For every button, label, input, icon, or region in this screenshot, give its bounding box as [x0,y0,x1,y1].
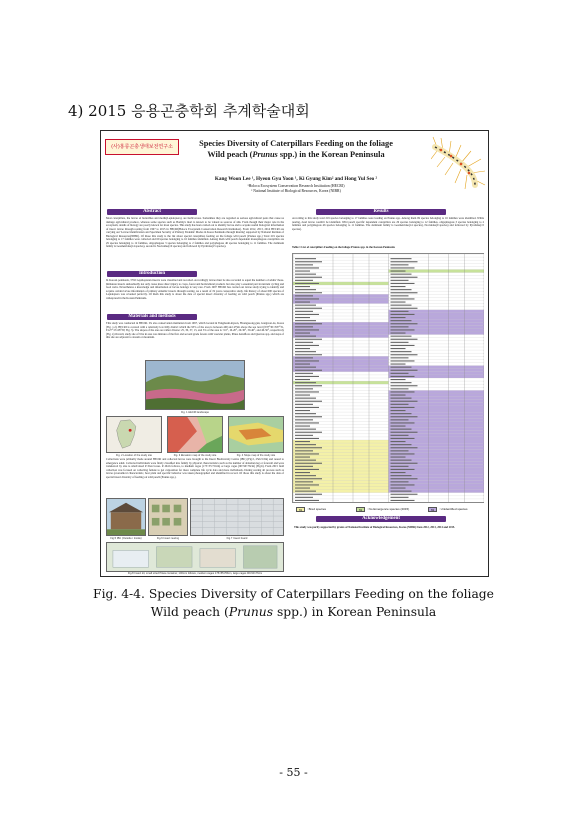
table-cell-text [295,466,313,467]
table-cell-text [295,317,310,318]
table-cell-text [391,419,409,420]
table-cell-text [391,258,412,259]
table-cell-text [391,429,412,430]
table-cell-text [391,277,418,278]
fig4-caption: Fig. 4 Slope map of the study site [236,454,276,457]
table-cell-text [295,326,313,327]
table-cell-text [295,311,313,312]
table-cell-text [391,367,412,368]
table-cell-text [391,422,415,423]
table-cell-text [391,500,415,501]
table-cell-text [295,407,319,408]
fig6-caption: Fig.6 Insect rearing [156,537,180,540]
table-cell-text [391,357,409,358]
table-cell-text [295,388,313,389]
insect-board-photo [190,498,284,536]
table-cell-text [295,370,322,371]
table-cell-text [391,305,412,306]
ibc-photo [106,498,146,536]
table-legend [292,506,484,513]
table-cell-text [391,481,409,482]
acknowledgement-text: This study was partly supported by grants of National Institute of Biological Resources, Korea (NIBR) from 2012, 2013, 2014 and 2015. [294,526,455,529]
poster-title [181,138,411,160]
table-cell-text [295,484,319,485]
table-cell-text [295,286,310,287]
table-cell-text [391,444,412,445]
table-cell-text [295,274,316,275]
table-cell-text [391,320,412,321]
poster-authors: Kang Woon Lee ¹, Hyeon Gyu Yoon ¹, Ki Gyung Kim² and Hong Yul Seo ² [214,176,378,182]
table-cell-text [391,457,406,458]
table-cell-text [295,376,319,377]
acknowledgement-heading: Acknowledgement [316,516,446,522]
table-cell-text [391,271,406,272]
table-cell-text [391,354,418,355]
table-cell-text [391,286,406,287]
abstract-heading: Abstract [107,209,197,215]
legend-no-emergence-label: : No Emergence species (2015) [367,507,410,511]
table-cell-text [295,444,316,445]
table-cell-text [391,373,409,374]
table-cell-text [391,432,418,433]
table-cell-text [295,354,322,355]
species-table [292,253,484,503]
table-cell-text [391,264,409,265]
legend-swatch-no-emergence: SS [356,507,365,512]
table-cell-text [391,463,418,464]
table-cell-text [295,295,313,296]
table-cell-text [295,277,322,278]
table-cell-text [391,298,415,299]
table-cell-text [295,469,319,470]
table-cell-text [295,333,310,334]
table-cell-text [295,261,322,262]
table-cell-text [391,345,415,346]
table-cell-text [295,382,316,383]
table-cell-text [391,308,418,309]
table-cell-text [295,481,313,482]
figure-caption [60,585,527,621]
table-cell-text [391,497,409,498]
table-caption: Table 1 List of caterpillars Feeding on the foliage Prunus spp. in the Korean Peninsula [292,246,395,249]
table-cell-text [391,323,418,324]
table-cell-text [391,376,415,377]
table-cell-text [295,426,310,427]
table-cell-text [295,357,313,358]
table-cell-text [295,320,316,321]
table-cell-text [295,336,316,337]
table-cell-text [295,348,310,349]
table-cell-text [295,450,313,451]
table-cell-text [391,447,418,448]
table-cell-text [295,435,313,436]
table-cell-text [391,391,415,392]
table-cell-text [295,373,313,374]
table-cell-text [295,364,310,365]
caption-genus: Prunus [228,605,274,619]
table-cell-text [391,484,415,485]
table-cell-text [391,317,406,318]
collection-methods-text: Collections were primarily made around HECRI and collected larvae were brought to the Insect Biodiversity Centre (IBC) (Fig.5, 25m×10m) and reared to emergence adult. Collected individuals were firstly classified into family by physical characteristics such as the number of abdomen leg or forewall and were transferred by size to small sized P-Tion boxes. P-10cm follows, to medium cages (175×55×55cm) or large cages (90×90×76cm) (Fig.6). From 2015 field collection was focused on collecting female to get oviposition for more complete life cycle data and more individuals. During rearing all process such as larvae (economical characteristic, host plant and specific behavior was taken photographed and identified in record. Of those this study is about the data of special insect diversity of feeding on wild peach (Prunus spp.). [106,458,284,479]
table-cell-text [295,441,310,442]
table-cell-text [391,339,418,340]
introduction-text: In Korean peninsula, 3792 Lepidopteran insects were classified and recorded. Accordingly larvae must be also recorded to equal the numbers of adults' those. Immature insects undoubtedly not only cause more direct injury to crops, forest and horticultural products but also play a essential part in nutrient cycling and food webs. Nevertheless a knowledge and information of larvae belongs is very rare. From 1997 HECRI has carried out larvae study trying to identify and acquire certain larvae information of primary endemic insects through rearing. As a result of 19 years consecutive study, life history of about 600 species of Lepidoptera was revealed perfectly. Of them this study is about the data of special insect diversity of feeding on wild peach (Prunus spp.) which are widespread in the Korean Peninsula. [106,279,284,300]
table-cell-text [295,379,310,380]
affiliation-2: ² National Institute of Biological Resources, Korea (NIBR) [251,189,341,193]
results-heading: Results [316,209,446,215]
table-cell-text [295,453,319,454]
fig7-caption: Fig.7 Insect board [226,537,248,540]
table-cell-text [391,267,415,268]
table-cell-text [391,413,412,414]
table-cell-text [295,457,310,458]
caption-text: Wild peach ( [150,605,229,619]
table-cell-text [391,426,406,427]
poster [100,130,489,577]
table-cell-text [295,258,316,259]
table-cell-text [295,422,319,423]
table-cell-text [391,333,406,334]
location-map [106,416,162,453]
table-cell-text [391,370,418,371]
table-cell-text [391,475,412,476]
table-cell-text [391,478,418,479]
table-cell-text [295,410,310,411]
table-cell-text [295,289,316,290]
legend-unidentified-label: : Unidentified species [439,507,468,511]
table-cell-text [295,283,319,284]
table-cell-text [295,271,310,272]
table-cell-text [295,314,319,315]
page-number: - 55 - [279,766,308,779]
table-cell-text [391,385,418,386]
table-cell-text [391,453,415,454]
table-cell-text [391,466,409,467]
table-cell-text [295,491,316,492]
caption-text: spp.) in Korean Peninsula [273,605,437,619]
table-cell-text [391,342,409,343]
table-cell-text [295,401,322,402]
table-cell-text [295,391,319,392]
fig8-caption: Fig.8 Insect kit, small sized Ptiwa container, 100mm follows, medium cages 175×55×55cm, large cages 90×90×76cm [127,572,263,575]
table-cell-text [295,460,316,461]
table-cell-text [391,488,406,489]
table-cell-text [295,463,322,464]
table-cell-text [295,419,313,420]
table-cell-text [295,432,322,433]
table-cell-text [391,416,418,417]
abstract-text: Most caterpillars, the larvae of butterflies and moths(Lepidoptera), are herbivorous. Sometimes they are regarded as serious agricultural pests that cause us damage agricultural produce, whereas some species such as Bombyx mori is known to be valued as sources of silk. From though their major role in the ecosystem, details of biology are poorly known for most species. This study has been carried out to identify larvae and to acquire useful biological information of insect larvae through rearing from 1997 to 2015 in HECRI(Holoca Ecosystem Conservation Research Institution). From 2012, 2013, 2014 HECRI are carrying out 'Larvae Identification and Specimen Security of Primary Endemic Modes in Korea Peninsula through Rearing' supported by National Institute of Biological Resources(NIBR). Of those this study is the list about special caterpillars feeding on the foliage wild peach (Prunus spp.) Total 219 species belonging to 17 families were collected and 69 species belonging to 16 families identified. Among them wild peach dependent monophagous caterpillars are 29 species belonging to 12 families, oligophagous 3 species belonging to 2 families and polyphagous 46 species belonging to 11 families. The dominant family is Geometridae(14 species), second is Noctuidae(10 species) and followed by Pyralidae(15 species). [106,217,284,248]
table-cell-text [391,407,415,408]
table-cell-text [295,500,319,501]
table-cell-text [391,401,418,402]
title-text: Wild peach ( [207,150,253,159]
table-cell-text [391,472,406,473]
table-cell-text [295,447,322,448]
table-cell-text [295,472,310,473]
results-text: According to this study total 219 species belonging to 17 families were feeding on Prunus spp. Among them 69 species belonging to 16 families were identified. While rearing, dead larvae couldn't be identified. Wild peach specific dependent caterpillars are 29 species belonging to 12 families, oligophagous 3 species belonging to 2 families and polyphagous 46 species belonging to 11 families. The dominant family is Geometridae(14 species), Noctuidae(9 species) and followed by Pyralidae(15 species). [292,217,484,231]
table-cell-text [295,367,316,368]
fig5-caption: Fig.5 IBC (Outside / Inside) [110,537,142,540]
table-cell-text [391,469,415,470]
table-cell-text [391,329,415,330]
table-cell-text [295,385,322,386]
table-cell-text [295,478,322,479]
table-cell-text [295,429,316,430]
table-cell-text [391,289,412,290]
table-cell-text [391,438,415,439]
table-cell-text [391,398,412,399]
table-cell-text [295,264,313,265]
table-cell-text [391,274,412,275]
affiliation-1: ¹Holoca Ecosystem Conservation Research Institution (HECRI) [247,184,345,188]
table-cell-text [391,314,415,315]
table-cell-text [391,395,406,396]
species-table-grid [293,254,484,503]
materials-methods-text: This study was conducted in HECRI. It's also conservation institution from 1997, which located in Yangdeum-myeon, Hwangseong-gun, Gangwon-do, Korea (Fig. 1,2). HECRI is covered with a relatively low hilly district which the 95% of the area is between 400 and 475m above the sea level (N37°30~N37°31, E127°~E128°30; Fig. 3). The slopes of the area are rather diverse: 25, 30, 37, 15, and 3% of the area is <10°, 10-20°, 20-30°, 30-40°, and 40-50°, respectively (Fig. 4) Overall, study site of 9 ha in area was mixture of the first and second grade forests with vascular plants, Pinus densiflora and Quercus spp. and steps of this site are adjacent to stream or mountain. [106,322,284,339]
figure-caption-line2 [60,603,527,621]
table-cell-text [391,491,412,492]
poster-title-line2 [181,149,411,160]
title-text: spp.) in the Korean Peninsula [277,150,385,159]
table-cell-text [391,435,409,436]
table-cell-text [391,382,412,383]
table-cell-text [391,410,406,411]
title-genus: Prunus [252,150,278,159]
table-cell-text [391,280,409,281]
table-cell-text [391,336,412,337]
table-cell-text [295,351,316,352]
table-cell-text [391,348,406,349]
table-cell-text [391,292,418,293]
table-cell-text [295,413,316,414]
table-cell-text [295,360,319,361]
table-cell-text [391,351,412,352]
table-cell-text [295,292,322,293]
hecri-landscape-photo [145,360,245,410]
rearing-room-photo [148,498,188,536]
table-cell-text [391,295,409,296]
table-cell-text [295,267,319,268]
table-cell-text [295,280,313,281]
section-heading: 4) 2015 응용곤충학회 추계학술대회 [68,102,310,120]
table-cell-text [391,460,412,461]
slope-map [228,416,284,453]
table-cell-text [295,475,316,476]
table-cell-text [295,404,313,405]
table-cell-text [295,298,319,299]
table-cell-text [391,441,406,442]
materials-methods-heading: Materials and methods [107,314,197,320]
elevation-map [167,416,223,453]
institution-logo: (사)홍릉곤충생태보전연구소 [105,139,179,155]
table-cell-text [295,395,310,396]
caterpillar-image [431,133,487,193]
table-cell-text [295,494,322,495]
figure-caption-line1: Fig. 4-4. Species Diversity of Caterpillars Feeding on the foliage [93,587,494,601]
table-cell-text [391,388,409,389]
table-cell-text [391,364,406,365]
table-cell-text [391,302,406,303]
introduction-heading: Introduction [107,271,197,277]
legend-bred-label: : Bred species [307,507,327,511]
table-cell-text [295,305,316,306]
table-cell-text [295,342,313,343]
legend-swatch-bred: SS [296,507,305,512]
table-cell-text [295,345,319,346]
table-cell-text [295,323,322,324]
fig2-caption: Fig. 2 Location of the study site [116,454,152,457]
table-cell-text [295,416,322,417]
table-cell-text [391,450,409,451]
table-cell-text [391,360,415,361]
fig1-caption: Fig. 1 HECRI landscape [181,411,209,414]
legend-swatch-unidentified: SS [428,507,437,512]
table-row [293,254,389,257]
table-cell-text [295,497,313,498]
poster-title-line1: Species Diversity of Caterpillars Feeding on the foliage [199,139,393,148]
table-cell-text [391,404,409,405]
table-cell-text [391,494,418,495]
table-cell-text [391,311,409,312]
rearing-containers-photo [106,542,284,572]
table-cell-text [295,339,322,340]
table-cell-text [295,329,319,330]
table-cell-text [391,379,406,380]
table-row [389,254,485,257]
table-cell-text [295,488,310,489]
table-cell-text [391,326,409,327]
fig3-caption: Fig. 3 Elevation map of the study site [173,454,217,457]
table-cell-text [295,302,310,303]
table-cell-text [295,398,316,399]
table-cell-text [295,438,319,439]
table-cell-text [295,308,322,309]
poster-affiliations [181,184,411,194]
table-cell-text [391,283,415,284]
table-cell-text [391,261,418,262]
